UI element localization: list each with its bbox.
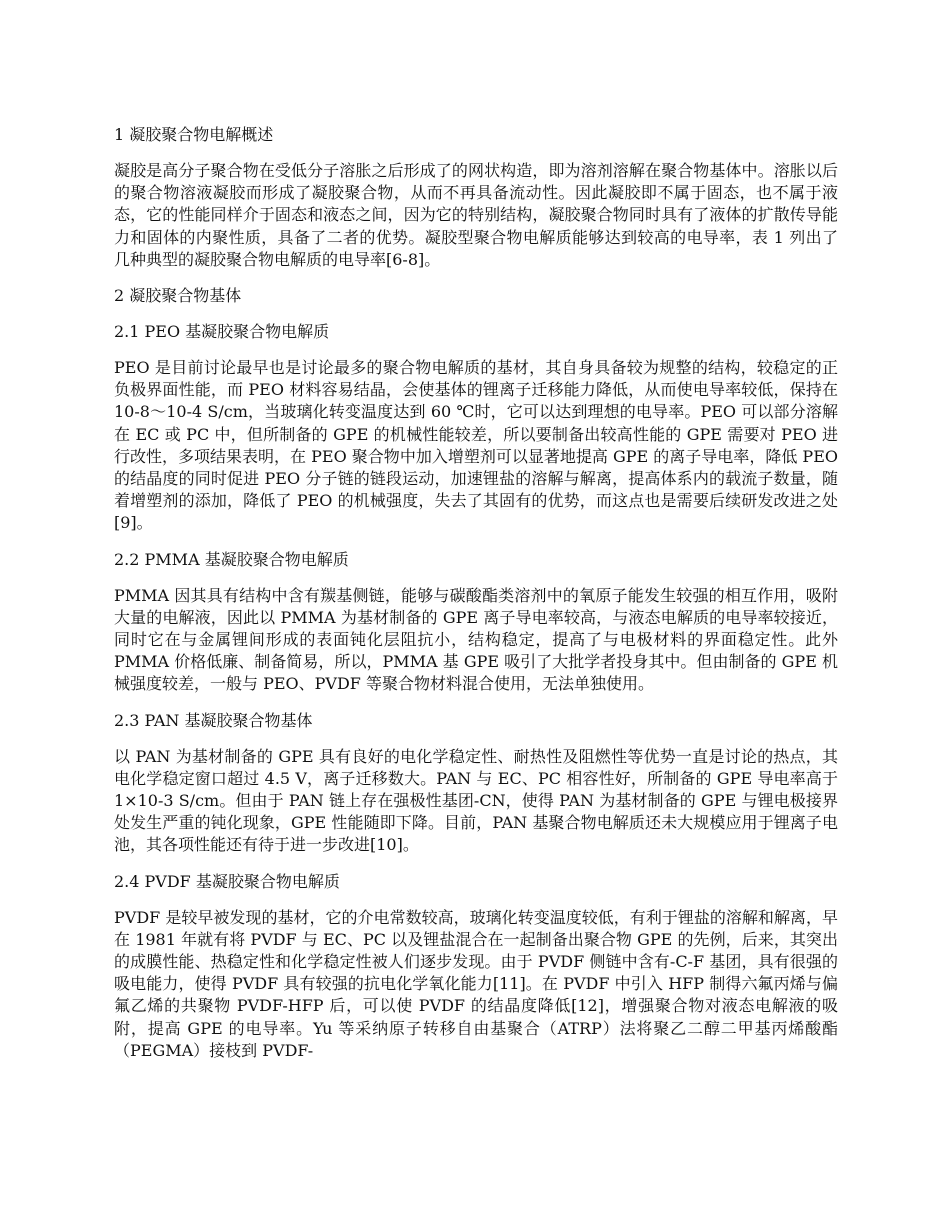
section-heading-2-2: 2.2 PMMA 基凝胶聚合物电解质 xyxy=(114,549,349,569)
section-heading-2-4: 2.4 PVDF 基凝胶聚合物电解质 xyxy=(114,871,340,891)
section-heading-2: 2 凝胶聚合物基体 xyxy=(114,286,242,306)
paragraph-peo: PEO 是目前讨论最早也是讨论最多的聚合物电解质的基材，其自身具备较为规整的结构，较稳定的正负极界面性能，而 PEO 材料容易结晶，会使基体的锂离子迁移能力降低，从而使电导率较低，保持在 10-8～10-4 S/cm，当玻璃化转变温度达到 60 ℃时，它可以达到理想的电导率。PEO 可以部分溶解在 EC 或 PC 中，但所制备的 GPE 的机械性能较差，所以要制备出较高性能的 GPE 需要对 PEO 进行改性，多项结果表明，在 PEO 聚合物中加入增塑剂可以显著地提高 GPE 的离子导电率，降低 PEO 的结晶度的同时促进 PEO 分子链的链段运动，加速锂盐的溶解与解离，提高体系内的载流子数量，随着增塑剂的添加，降低了 PEO 的机械强度，失去了其固有的优势，而这点也是需要后续研发改进之处[9]。 xyxy=(114,358,838,533)
section-heading-2-3: 2.3 PAN 基凝胶聚合物基体 xyxy=(114,710,313,730)
paragraph-pmma: PMMA 因其具有结构中含有羰基侧链，能够与碳酸酯类溶剂中的氧原子能发生较强的相互作用，吸附大量的电解液，因此以 PMMA 为基材制备的 GPE 离子导电率较高，与液态电解质的电导率较接近，同时它在与金属锂间形成的表面钝化层阻抗小，结构稳定，提高了与电极材料的界面稳定性。此外 PMMA 价格低廉、制备简易，所以，PMMA 基 GPE 吸引了大批学者投身其中。但由制备的 GPE 机械强度较差，一般与 PEO、PVDF 等聚合物材料混合使用，无法单独使用。 xyxy=(114,585,838,694)
document-page xyxy=(114,124,838,1076)
section-heading-2-1: 2.1 PEO 基凝胶聚合物电解质 xyxy=(114,322,330,342)
paragraph-gel-overview: 凝胶是高分子聚合物在受低分子溶胀之后形成了的网状构造，即为溶剂溶解在聚合物基体中。溶胀以后的聚合物溶液凝胶而形成了凝胶聚合物，从而不再具备流动性。因此凝胶即不属于固态，也不属于液态，它的性能同样介于固态和液态之间，因为它的特别结构，凝胶聚合物同时具有了液体的扩散传导能力和固体的内聚性质，具备了二者的优势。凝胶型聚合物电解质能够达到较高的电导率，表 1 列出了几种典型的凝胶聚合物电解质的电导率[6-8]。 xyxy=(114,161,838,269)
section-heading-1: 1 凝胶聚合物电解概述 xyxy=(114,125,274,144)
paragraph-pan: 以 PAN 为基材制备的 GPE 具有良好的电化学稳定性、耐热性及阻燃性等优势一直是讨论的热点，其电化学稳定窗口超过 4.5 V，离子迁移数大。PAN 与 EC、PC 相容性好，所制备的 GPE 导电率高于 1×10-3 S/cm。但由于 PAN 链上存在强极性基团-CN，使得 PAN 为基材制备的 GPE 与锂电极接界处发生严重的钝化现象，GPE 性能随即下降。目前，PAN 基聚合物电解质还未大规模应用于锂离子电池，其各项性能还有待于进一步改进[10]。 xyxy=(114,746,838,855)
paragraph-pvdf: PVDF 是较早被发现的基材，它的介电常数较高，玻璃化转变温度较低，有利于锂盐的溶解和解离，早在 1981 年就有将 PVDF 与 EC、PC 以及锂盐混合在一起制备出聚合物 GPE 的先例，后来，其突出的成膜性能、热稳定性和化学稳定性被人们逐步发现。由于 PVDF 侧链中含有-C-F 基团，具有很强的吸电能力，使得 PVDF 具有较强的抗电化学氧化能力[11]。在 PVDF 中引入 HFP 制得六氟丙烯与偏氟乙烯的共聚物 PVDF-HFP 后，可以使 PVDF 的结晶度降低[12]，增强聚合物对液态电解液的吸附，提高 GPE 的电导率。Yu 等采纳原子转移自由基聚合（ATRP）法将聚乙二醇二甲基丙烯酸酯（PEGMA）接枝到 PVDF- xyxy=(114,907,838,1060)
